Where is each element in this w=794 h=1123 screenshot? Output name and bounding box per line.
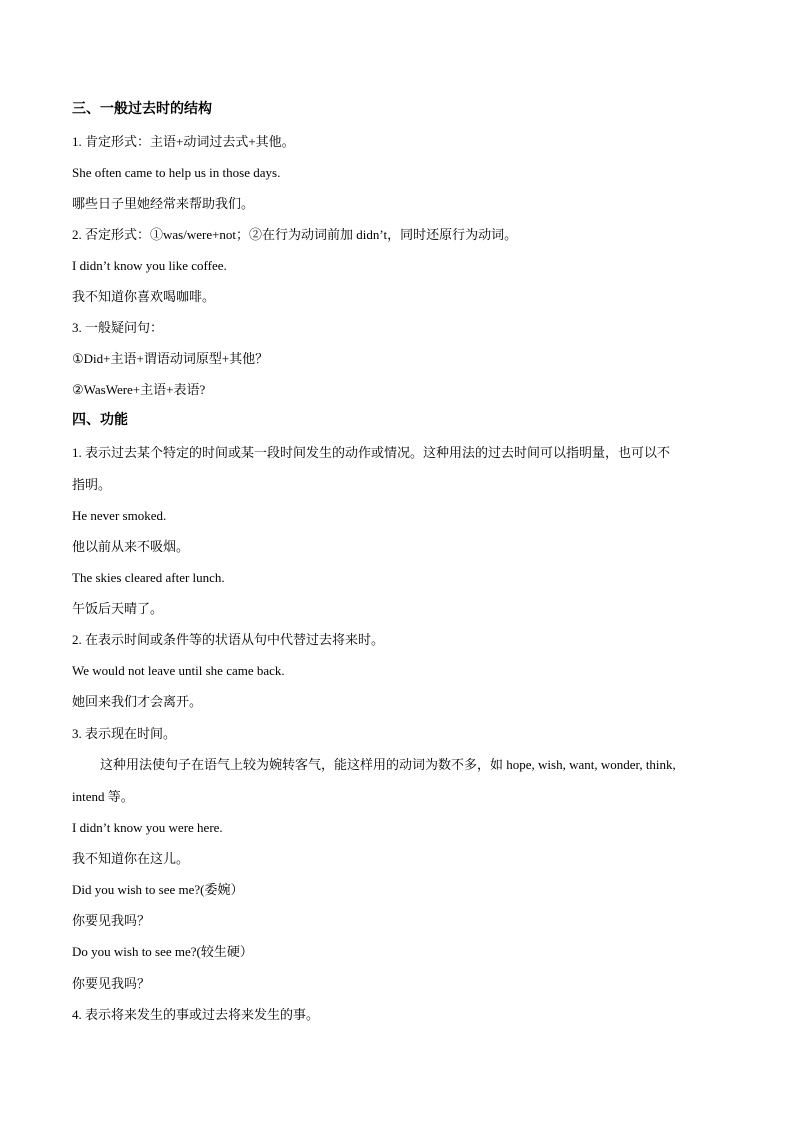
function-3-text: 3. 表示现在时间。	[72, 726, 177, 741]
question-form-was-were: ②WasWere+主语+表语?	[72, 382, 206, 397]
function-1-text-continued: 指明。	[72, 477, 112, 492]
function-4-text: 4. 表示将来发生的事或过去将来发生的事。	[72, 1007, 320, 1022]
example-english: I didn’t know you like coffee.	[72, 258, 227, 273]
question-form-did: ①Did+主语+谓语动词原型+其他？	[72, 351, 269, 366]
section-heading-structure: 三、一般过去时的结构	[72, 102, 212, 117]
example-chinese: 他以前从来不吸烟。	[72, 539, 190, 554]
function-2-text: 2. 在表示时间或条件等的状语从句中代替过去将来时。	[72, 632, 385, 647]
function-3-explanation-continued: intend 等。	[72, 789, 134, 804]
question-form-rule: 3. 一般疑问句：	[72, 320, 164, 335]
example-english: The skies cleared after lunch.	[72, 570, 225, 585]
example-chinese: 午饭后天晴了。	[72, 601, 164, 616]
section-heading-functions: 四、功能	[72, 413, 128, 428]
example-english: We would not leave until she came back.	[72, 663, 285, 678]
example-chinese: 我不知道你在这儿。	[72, 851, 190, 866]
example-english: I didn’t know you were here.	[72, 820, 223, 835]
example-chinese: 你要见我吗？	[72, 976, 151, 991]
function-1-text: 1. 表示过去某个特定的时间或某一段时间发生的动作或情况。这种用法的过去时间可以指明量，也可以不	[72, 445, 671, 460]
example-chinese: 哪些日子里她经常来帮助我们。	[72, 196, 255, 211]
example-english: He never smoked.	[72, 508, 167, 523]
example-english: She often came to help us in those days.	[72, 165, 281, 180]
example-chinese: 我不知道你喜欢喝咖啡。	[72, 289, 216, 304]
example-english: Do you wish to see me?(较生硬）	[72, 944, 253, 959]
example-chinese: 她回来我们才会离开。	[72, 694, 203, 709]
example-chinese: 你要见我吗？	[72, 913, 151, 928]
negative-form-rule: 2. 否定形式：①was/were+not；②在行为动词前加 didn’t，同时还原行为动词。	[72, 227, 518, 242]
affirmative-form-rule: 1. 肯定形式：主语+动词过去式+其他。	[72, 134, 295, 149]
example-english: Did you wish to see me?(委婉）	[72, 882, 244, 897]
function-3-explanation: 这种用法使句子在语气上较为婉转客气，能这样用的动词为数不多，如 hope, wish, want, wonder, think,	[100, 757, 676, 772]
